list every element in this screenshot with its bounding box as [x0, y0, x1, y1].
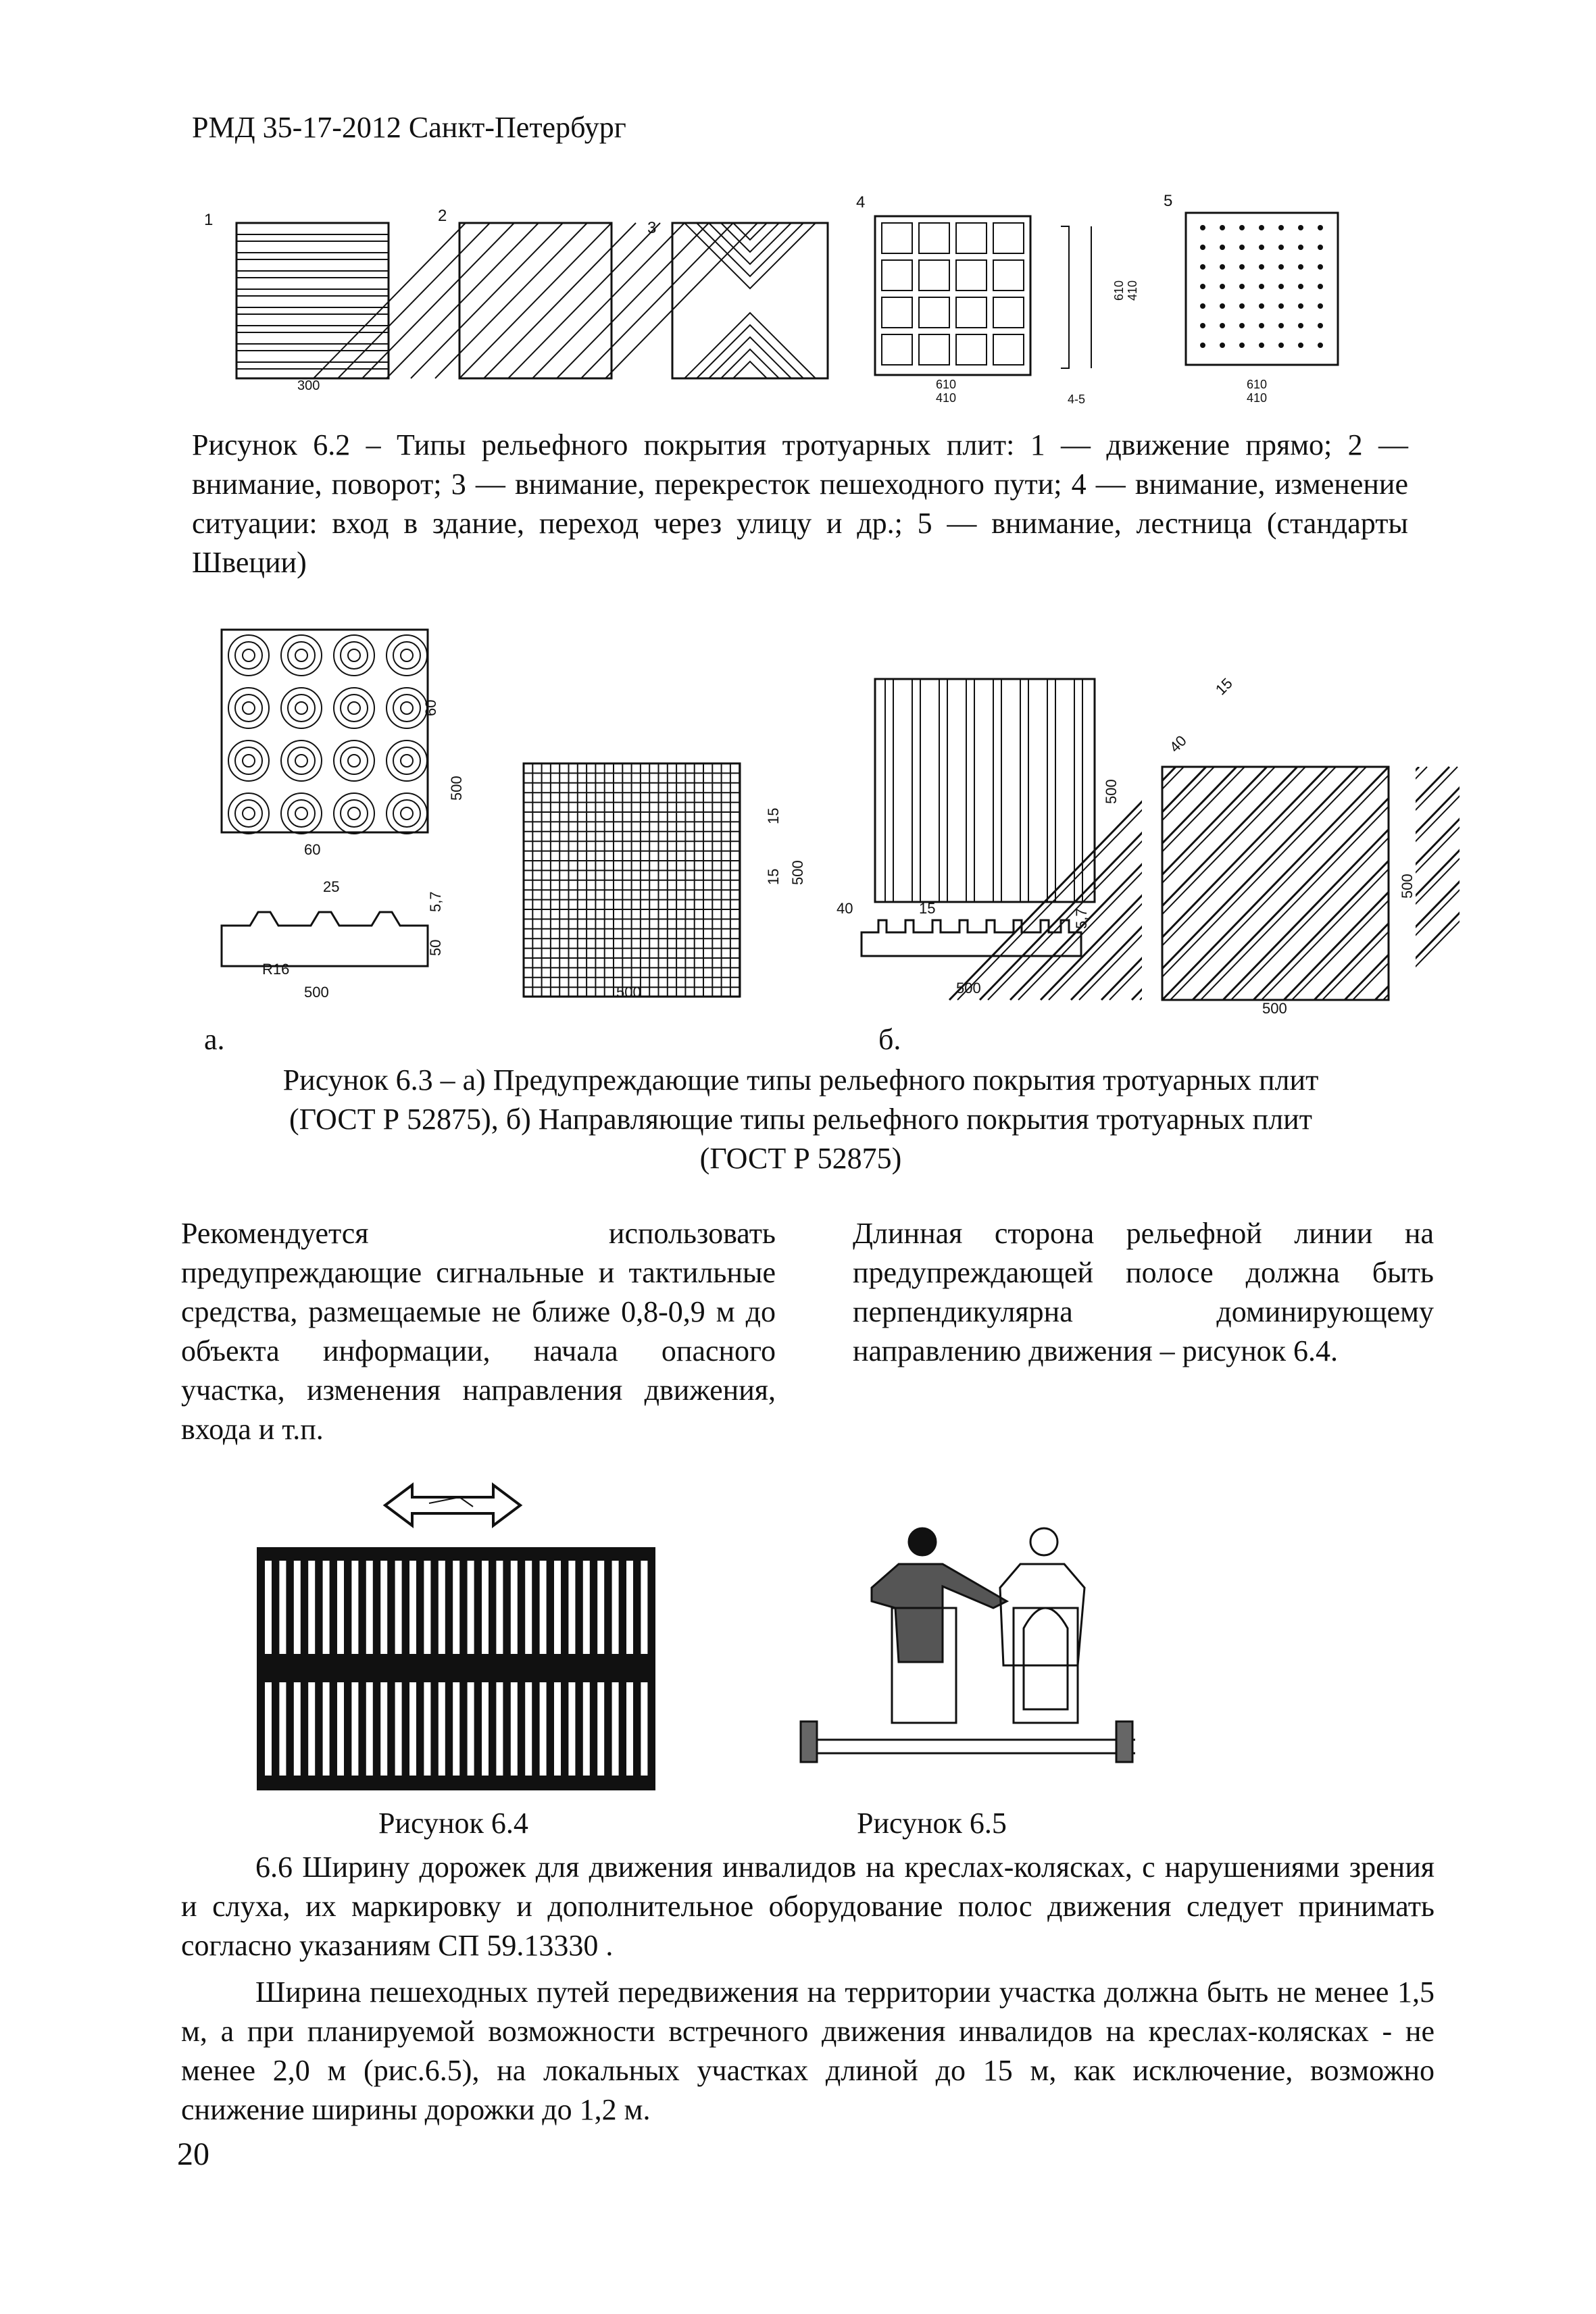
- dim-b-base: 500: [956, 980, 981, 997]
- dim-b-rib: 15: [919, 900, 936, 917]
- person-head-dark: [909, 1528, 936, 1555]
- dim-side-inner: 410: [1126, 280, 1139, 301]
- dim-a-side: 500: [448, 776, 465, 801]
- tile-label-1: 1: [204, 211, 214, 229]
- dim-grid-cell: 15: [765, 807, 782, 824]
- figure-6-3-caption-line3: (ГОСТ Р 52875): [699, 1142, 902, 1175]
- figure-6-2-drawing: [196, 186, 1365, 416]
- page-number: 20: [177, 2136, 209, 2172]
- dim-d-gap: 40: [1166, 732, 1190, 756]
- dim-grid-side: 500: [789, 860, 806, 885]
- running-title: РМД 35-17-2012 Санкт-Петербург: [192, 111, 626, 144]
- tile-1-straight: [236, 223, 389, 378]
- wheelchair-2-back: [1024, 1608, 1068, 1709]
- tile-label-2: 2: [438, 207, 447, 225]
- tile-3-cross: [672, 223, 828, 378]
- curb-left: [801, 1721, 817, 1762]
- dim-a-base: 500: [304, 984, 329, 1001]
- curb-right: [1116, 1721, 1132, 1762]
- body-left-paragraph: Рекомендуется использовать предупреждающие сигнальные и тактильные средства, размещаемые не ближе 0,8-0,9 м до объекта информации, начала опасного участка, изменения направления движения, входа и т.п.: [181, 1217, 776, 1446]
- dim-b-depth: 5,7: [1073, 908, 1090, 929]
- direction-arrow: [385, 1485, 520, 1526]
- tile-b-ribs: [875, 679, 1095, 902]
- tile-label-5: 5: [1164, 192, 1173, 210]
- dim-grid-cell2: 15: [765, 868, 782, 885]
- tile-label-3: 3: [647, 219, 657, 237]
- figure-6-5-caption: Рисунок 6.5: [857, 1807, 1007, 1840]
- dim-d-rib: 15: [1212, 674, 1236, 699]
- dim-tile1-width: 300: [297, 378, 320, 393]
- dim-tile5-outer: 610: [1247, 378, 1268, 391]
- figure-6-3-part-b: б.: [878, 1023, 901, 1056]
- dim-tile4-profile: 4-5: [1068, 393, 1086, 406]
- figure-6-2-caption: Рисунок 6.2 – Типы рельефного покрытия тротуарных плит: 1 — движение прямо; 2 — внимание, поворот; 3 — внимание, перекресток пешеходного пути; 4 — внимание, изменение ситуации: вход в здание, переход через улицу и др.; 5 — внимание, лестница (стандарты Швеции): [192, 428, 1408, 579]
- dim-a-pitch-h: 60: [422, 699, 439, 716]
- dim-a-radius: R16: [262, 961, 290, 978]
- dim-tile4-inner: 410: [936, 391, 957, 405]
- figure-6-3-drawing: [203, 615, 1460, 1061]
- dim-tile4-outer: 610: [936, 378, 957, 391]
- dim-a-pitch: 60: [304, 841, 321, 858]
- dim-a-top: 25: [323, 878, 340, 895]
- dim-a-depth: 5,7: [427, 891, 444, 912]
- figure-6-3-caption-line2: (ГОСТ Р 52875), б) Направляющие типы рельефного покрытия тротуарных плит: [289, 1103, 1312, 1136]
- dim-b-side: 500: [1103, 779, 1120, 804]
- dim-d-side: 500: [1399, 874, 1416, 899]
- dim-b-gap: 40: [837, 900, 853, 917]
- dim-tile5-inner: 410: [1247, 391, 1268, 405]
- dim-side-outer: 610: [1112, 280, 1126, 301]
- paragraph-path-width: Ширина пешеходных путей передвижения на территории участка должна быть не менее 1,5 м, а при планируемой возможности встречного движения инвалидов на креслах-колясках - не менее 2,0 м (рис.6.5), на локальных участках длиной до 15 м, как исключение, возможно снижение ширины дорожки до 1,2 м.: [181, 1976, 1435, 2126]
- figure-6-4-drawing: [257, 1473, 662, 1811]
- dim-grid-base: 500: [616, 984, 641, 1001]
- dim-a-height: 50: [427, 939, 444, 956]
- figure-6-3-part-a: а.: [204, 1023, 225, 1056]
- person-head-light: [1030, 1528, 1057, 1555]
- paragraph-6-6: 6.6 Ширину дорожек для движения инвалидов на креслах-колясках, с нарушениями зрения и слуха, их маркировку и дополнительное оборудование полос движения следует принимать согласно указаниям СП 59.13330 .: [181, 1851, 1435, 1962]
- tile-a-profile: [222, 912, 428, 966]
- dim-d-base: 500: [1262, 1000, 1287, 1017]
- figure-6-5-drawing: [797, 1507, 1149, 1790]
- tile-4-squares: [875, 216, 1030, 375]
- figure-6-4-caption: Рисунок 6.4: [378, 1807, 528, 1840]
- figure-6-3-caption-line1: Рисунок 6.3 – а) Предупреждающие типы рельефного покрытия тротуарных плит: [282, 1063, 1319, 1097]
- tile-label-4: 4: [856, 193, 866, 211]
- body-right-paragraph: Длинная сторона рельефной линии на предупреждающей полосе должна быть перпендикулярна доминирующему направлению движения – рисунок 6.4.: [853, 1217, 1434, 1367]
